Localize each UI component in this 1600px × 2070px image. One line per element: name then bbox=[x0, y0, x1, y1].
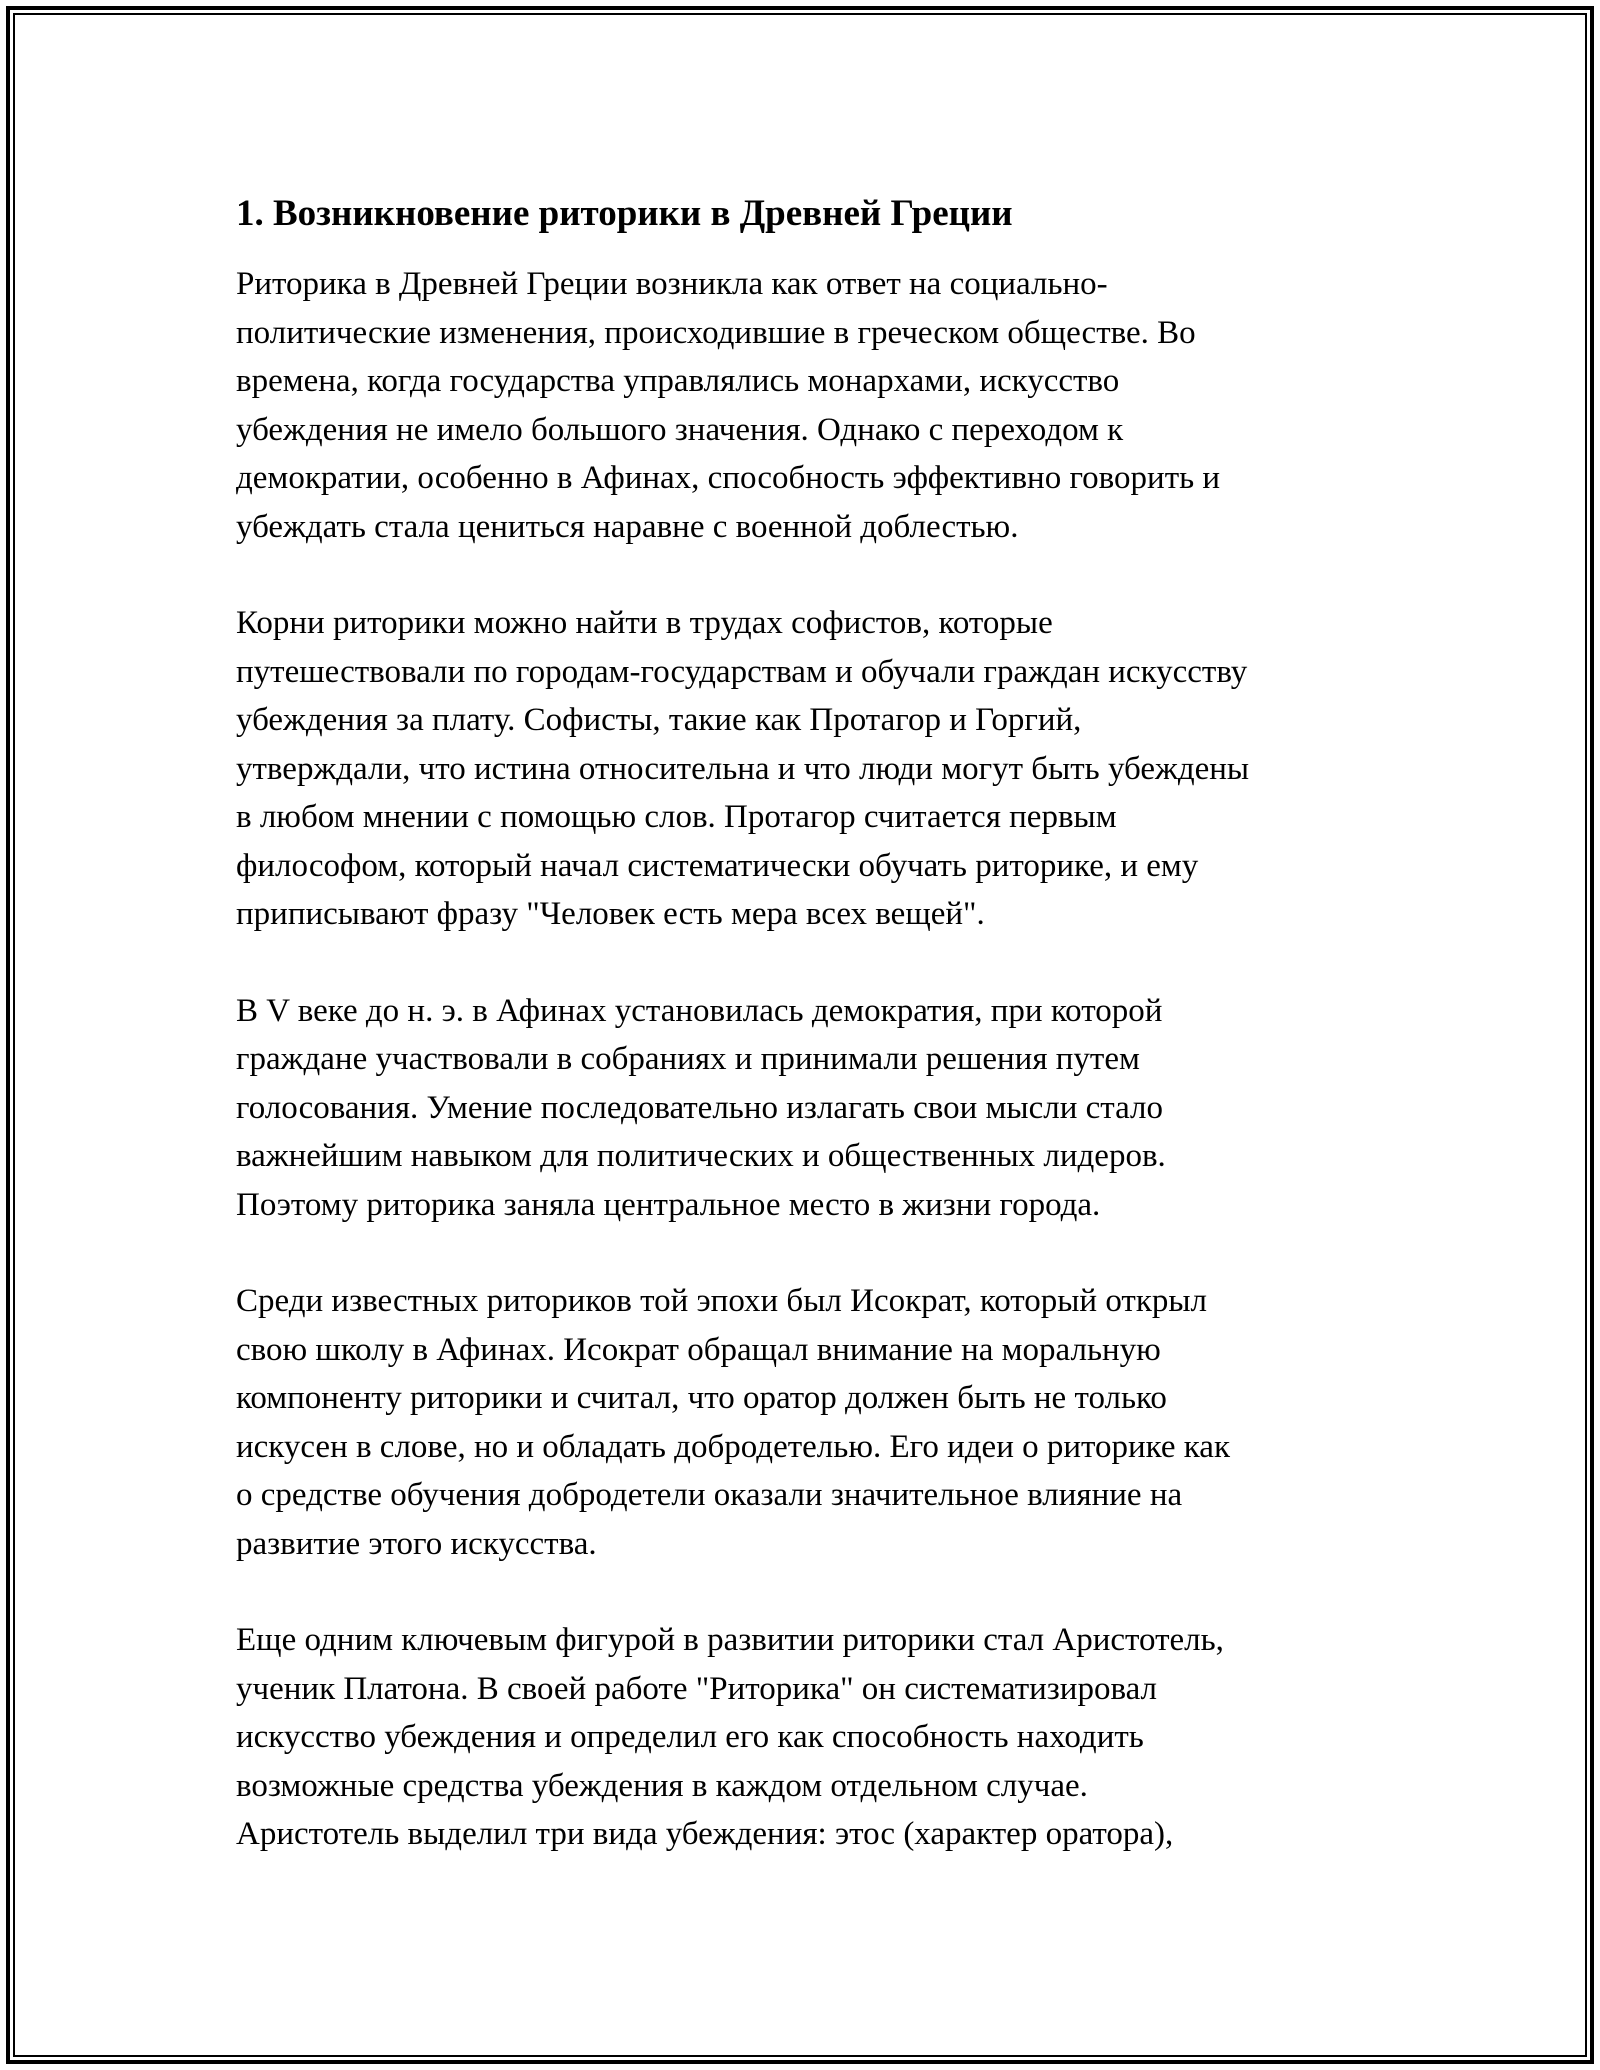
document-body bbox=[236, 190, 1386, 1859]
paragraph-2: Корни риторики можно найти в трудах софистов, которые путешествовали по городам-государствам и обучали граждан искусству убеждения за плату. Софисты, такие как Протагор и Горгий, утверждали, что истина относительна и что люди могут быть убеждены в любом мнении с помощью слов. Протагор считается первым философом, который начал систематически обучать риторике, и ему приписывают фразу "Человек есть мера всех вещей". bbox=[236, 605, 1250, 932]
paragraph-3: В V веке до н. э. в Афинах установилась демократия, при которой граждане участвовали в собраниях и принимали решения путем голосования. Умение последовательно излагать свои мысли стало важнейшим навыком для политических и общественных лидеров. Поэтому риторика заняла центральное место в жизни города. bbox=[236, 992, 1166, 1223]
paragraph-5: Еще одним ключевым фигурой в развитии риторики стал Аристотель, ученик Платона. В своей работе "Риторика" он систематизировал искусство убеждения и определил его как способность находить возможные средства убеждения в каждом отдельном случае. Аристотель выделил три вида убеждения: этос (характер оратора), bbox=[236, 1622, 1224, 1852]
paragraph-1: Риторика в Древней Греции возникла как ответ на социально- политические изменения, происходившие в греческом обществе. Во времена, когда государства управлялись монархами, искусство убеждения не имело большого значения. Однако с переходом к демократии, особенно в Афинах, способность эффективно говорить и убеждать стала цениться наравне с военной доблестью. bbox=[236, 266, 1221, 545]
section-heading: 1. Возникновение риторики в Древней Греции bbox=[236, 193, 1013, 234]
paragraph-4: Среди известных риториков той эпохи был Исократ, который открыл свою школу в Афинах. Исократ обращал внимание на моральную компоненту риторики и считал, что оратор должен быть не только искусен в слове, но и обладать добродетелью. Его идеи о риторике как о средстве обучения добродетели оказали значительное влияние на развитие этого искусства. bbox=[236, 1283, 1230, 1562]
